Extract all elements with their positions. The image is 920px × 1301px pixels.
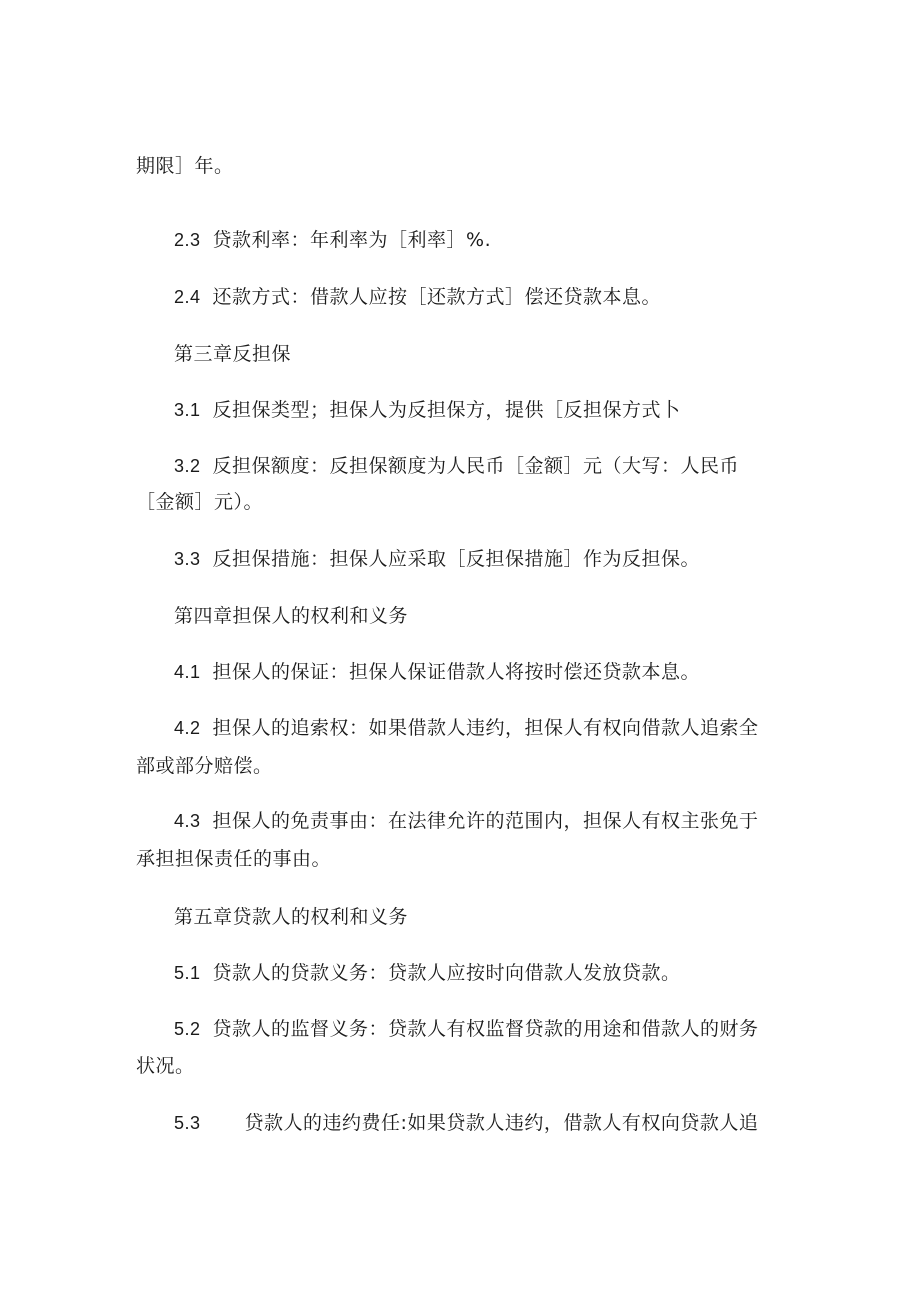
clause-2-3 <box>174 226 491 254</box>
clause-3-2-continuation <box>136 488 263 516</box>
line-text: 部或部分赔偿。 <box>136 755 273 777</box>
line-text: 状况。 <box>136 1055 195 1077</box>
clause-text: 反担保措施：担保人应采取［反担保措施］作为反担保。 <box>212 548 701 570</box>
clause-text: 担保人的保证：担保人保证借款人将按时偿还贷款本息。 <box>212 661 701 683</box>
line-text: ［金额］元）。 <box>136 491 264 513</box>
heading-text: 第五章贷款人的权利和义务 <box>174 906 409 928</box>
clause-3-2 <box>174 452 739 480</box>
clause-3-3 <box>174 545 700 573</box>
clause-number: 4.1 <box>174 662 201 682</box>
clause-5-2-continuation <box>136 1052 195 1080</box>
clause-number: 2.4 <box>174 287 201 307</box>
clause-4-3 <box>174 807 759 835</box>
line-text: 承担担保责任的事由。 <box>136 848 332 870</box>
clause-4-2 <box>174 714 759 742</box>
line-text: 期限］年。 <box>136 155 234 177</box>
clause-number: 3.2 <box>174 456 201 476</box>
clause-text: 反担保类型；担保人为反担保方，提供［反担保方式卜 <box>212 399 681 421</box>
clause-number: 5.2 <box>174 1019 201 1039</box>
clause-text: 贷款利率：年利率为［利率］%. <box>212 229 492 251</box>
clause-3-1 <box>174 396 681 424</box>
clause-5-1 <box>174 959 681 987</box>
clause-text: 担保人的追索权：如果借款人违约，担保人有权向借款人追索全 <box>212 717 759 739</box>
clause-number: 4.3 <box>174 811 201 831</box>
heading-text: 第三章反担保 <box>174 343 292 365</box>
paragraph-continuation <box>136 152 234 180</box>
clause-5-3 <box>174 1109 758 1137</box>
clause-4-1 <box>174 658 700 686</box>
clause-text: 反担保额度：反担保额度为人民币［金额］元（大写：人民币 <box>212 455 740 477</box>
clause-number: 3.3 <box>174 549 201 569</box>
chapter-3-heading <box>174 340 291 368</box>
clause-number: 3.1 <box>174 400 201 420</box>
clause-number: 5.3 <box>174 1113 201 1133</box>
clause-4-2-continuation <box>136 752 273 780</box>
clause-4-3-continuation <box>136 845 331 873</box>
clause-text: 担保人的免责事由：在法律允许的范围内，担保人有权主张免于 <box>212 810 759 832</box>
clause-number: 4.2 <box>174 718 201 738</box>
clause-5-2 <box>174 1015 759 1043</box>
chapter-5-heading <box>174 903 408 931</box>
clause-text: 贷款人的监督义务：贷款人有权监督贷款的用途和借款人的财务 <box>212 1018 759 1040</box>
clause-number: 5.1 <box>174 963 201 983</box>
heading-text: 第四章担保人的权利和义务 <box>174 605 409 627</box>
clause-2-4 <box>174 283 661 311</box>
clause-text: 还款方式：借款人应按［还款方式］偿还贷款本息。 <box>212 286 662 308</box>
clause-text: 贷款人的贷款义务：贷款人应按时向借款人发放贷款。 <box>212 962 681 984</box>
clause-text: 贷款人的违约费任:如果贷款人违约，借款人有权向贷款人追 <box>244 1112 759 1134</box>
clause-number: 2.3 <box>174 230 201 250</box>
chapter-4-heading <box>174 602 408 630</box>
